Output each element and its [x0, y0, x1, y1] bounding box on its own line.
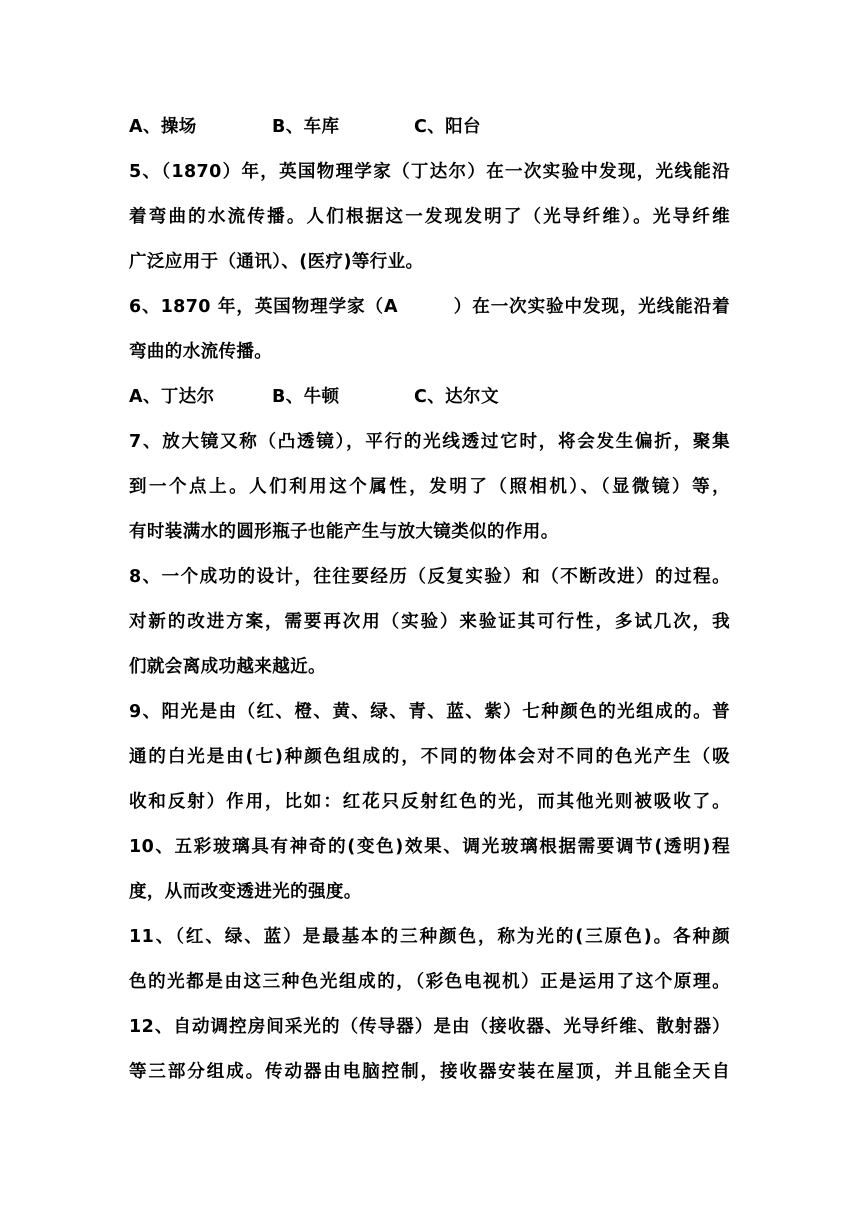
q5-line-2: 着弯曲的水流传播。人们根据这一发现发明了（光导纤维）。光导纤维 [129, 207, 730, 227]
q9-line-3: 收和反射）作用，比如：红花只反射红色的光，而其他光则被吸收了。 [129, 792, 730, 812]
q7-line-3: 有时装满水的圆形瓶子也能产生与放大镜类似的作用。 [129, 522, 559, 542]
option-a: A、操场 [129, 117, 197, 137]
q8-line-2: 对新的改进方案，需要再次用（实验）来验证其可行性，多试几次，我 [129, 612, 730, 632]
q7-line-1: 7、放大镜又称（凸透镜），平行的光线透过它时，将会发生偏折，聚集 [129, 432, 730, 452]
q8-line-1: 8、一个成功的设计，往往要经历（反复实验）和（不断改进）的过程。 [129, 567, 730, 587]
q5-line-1: 5、（1870）年，英国物理学家（丁达尔）在一次实验中发现，光线能沿 [129, 162, 730, 182]
options-row-q4 [129, 116, 730, 138]
q12-line-2: 等三部分组成。传动器由电脑控制，接收器安装在屋顶，并且能全天自 [129, 1062, 730, 1082]
q9-line-1: 9、阳光是由（红、橙、黄、绿、青、蓝、紫）七种颜色的光组成的。普 [129, 702, 730, 722]
q10-line-2: 度，从而改变透进光的强度。 [129, 882, 362, 902]
q11-line-1: 11、（红、绿、蓝）是最基本的三种颜色，称为光的(三原色)。各种颜 [129, 927, 730, 947]
options-row-q6 [129, 386, 730, 408]
option-b: B、牛顿 [272, 387, 340, 407]
q6-line-2: 弯曲的水流传播。 [129, 342, 273, 362]
option-a: A、丁达尔 [129, 387, 215, 407]
q5-line-3: 广泛应用于（通讯）、(医疗)等行业。 [129, 252, 424, 272]
q7-line-2: 到一个点上。人们利用这个属性，发明了（照相机）、（显微镜）等， [129, 477, 730, 497]
option-c: C、达尔文 [414, 387, 499, 407]
q6-line-1: 6、1870 年，英国物理学家（A ）在一次实验中发现，光线能沿着 [129, 297, 730, 317]
q8-line-3: 们就会离成功越来越近。 [129, 657, 326, 677]
q9-line-2: 通的白光是由(七)种颜色组成的，不同的物体会对不同的色光产生（吸 [129, 747, 730, 767]
option-c: C、阳台 [414, 117, 481, 137]
option-b: B、车库 [272, 117, 340, 137]
q11-line-2: 色的光都是由这三种色光组成的，（彩色电视机）正是运用了这个原理。 [129, 972, 730, 992]
q10-line-1: 10、五彩玻璃具有神奇的(变色)效果、调光玻璃根据需要调节(透明)程 [129, 837, 730, 857]
q12-line-1: 12、自动调控房间采光的（传导器）是由（接收器、光导纤维、散射器） [129, 1017, 730, 1037]
